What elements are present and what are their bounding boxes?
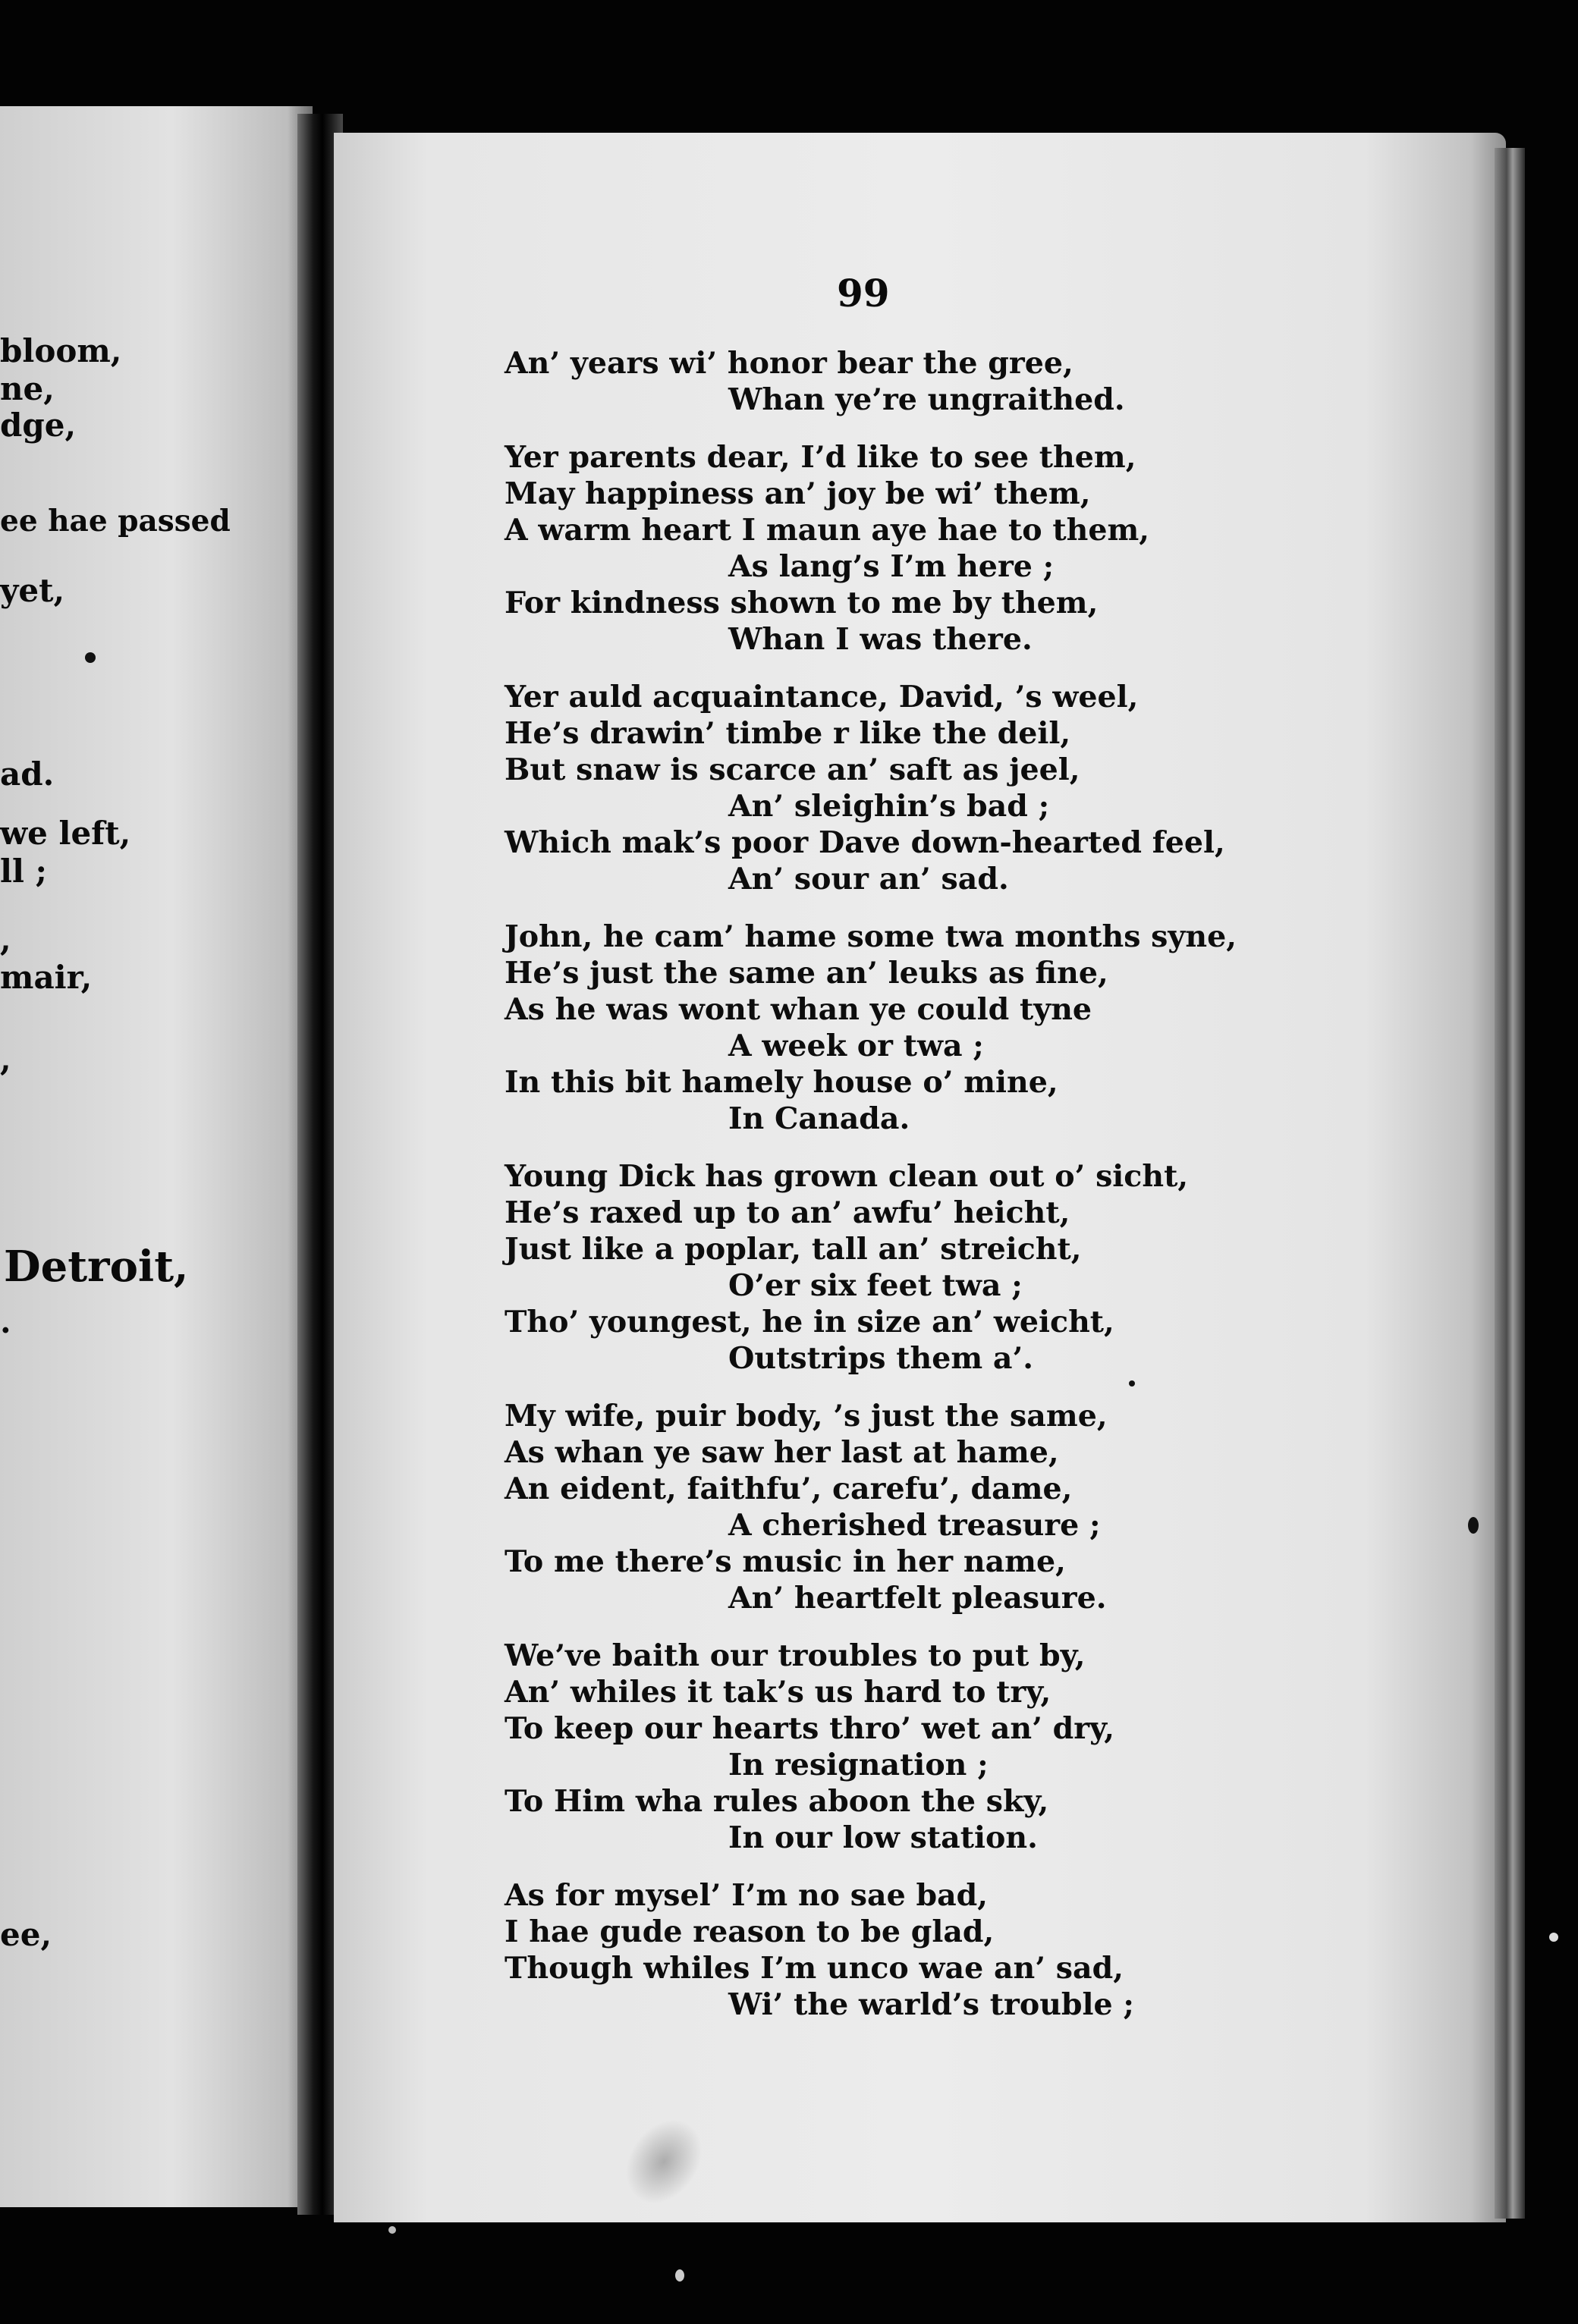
stanza — [505, 1158, 1309, 1377]
left-fragment: ll ; — [0, 853, 48, 890]
ink-speck — [388, 2226, 396, 2234]
poem-line: But snaw is scarce an’ saft as jeel, — [505, 752, 1080, 787]
poem-line: May happiness an’ joy be wi’ them, — [505, 476, 1091, 511]
poem-line: An eident, faithfu’, carefu’, dame, — [505, 1471, 1073, 1506]
poem-line: Tho’ youngest, he in size an’ weicht, — [505, 1305, 1114, 1339]
page-number: 99 — [837, 271, 890, 316]
stanza — [505, 679, 1309, 897]
poem-line: Though whiles I’m unco wae an’ sad, — [505, 1951, 1124, 1986]
poem-line: An’ whiles it tak’s us hard to try, — [505, 1675, 1051, 1710]
left-fragment: ee hae passed — [0, 504, 231, 539]
poem-line-refrain: An’ sleighin’s bad ; — [728, 789, 1050, 824]
left-fragment: dge, — [0, 407, 77, 444]
ink-speck — [1549, 1933, 1558, 1942]
poem-line: Yer auld acquaintance, David, ’s weel, — [505, 680, 1139, 714]
ink-speck — [675, 2269, 684, 2282]
poem-line: We’ve baith our troubles to put by, — [505, 1638, 1086, 1673]
poem-line-refrain: In Canada. — [728, 1101, 910, 1136]
left-fragment: ne, — [0, 370, 55, 407]
poem-line: I hae gude reason to be glad, — [505, 1914, 995, 1949]
poem-line: As he was wont whan ye could tyne — [505, 992, 1092, 1027]
poem-line-refrain: An’ sour an’ sad. — [728, 862, 1009, 897]
poem-line-refrain: In our low station. — [728, 1820, 1038, 1855]
poem-line-refrain: A week or twa ; — [728, 1029, 984, 1063]
left-fragment-heading: Detroit, — [4, 1242, 189, 1292]
stanza — [505, 919, 1309, 1137]
poem-line: To keep our hearts thro’ wet an’ dry, — [505, 1711, 1115, 1746]
left-fragment: mair, — [0, 959, 93, 996]
left-fragment: yet, — [0, 572, 65, 609]
left-fragment: we left, — [0, 815, 131, 852]
poem-line-refrain: A cherished treasure ; — [728, 1508, 1101, 1543]
left-facing-page — [0, 106, 313, 2207]
stanza — [505, 1398, 1309, 1616]
poem-line: A warm heart I maun aye hae to them, — [505, 513, 1150, 548]
poem-line: Yer parents dear, I’d like to see them, — [505, 440, 1136, 475]
ink-speck — [1468, 1517, 1479, 1534]
poem-line: For kindness shown to me by them, — [505, 586, 1099, 620]
poem-line: He’s drawin’ timbe r like the deil, — [505, 716, 1071, 751]
stanza — [505, 345, 1309, 418]
poem-line-refrain: Outstrips them a’. — [728, 1341, 1034, 1376]
poem-line-refrain: Whan ye’re ungraithed. — [728, 382, 1125, 417]
poem-line: As for mysel’ I’m no sae bad, — [505, 1878, 989, 1913]
poem-line: My wife, puir body, ’s just the same, — [505, 1399, 1108, 1434]
poem-line: As whan ye saw her last at hame, — [505, 1435, 1059, 1470]
stanza — [505, 1877, 1309, 2023]
left-fragment: , — [0, 1041, 11, 1078]
poem-line: Young Dick has grown clean out o’ sicht, — [505, 1159, 1189, 1194]
poem-line: Which mak’s poor Dave down-hearted feel, — [505, 825, 1225, 860]
poem-line-refrain: An’ heartfelt pleasure. — [728, 1581, 1107, 1616]
poem-text — [505, 345, 1309, 2044]
ink-speck — [85, 652, 96, 663]
left-fragment: ad. — [0, 755, 55, 793]
poem-line-refrain: Whan I was there. — [728, 622, 1033, 657]
left-fragment: ee, — [0, 1916, 52, 1953]
stanza — [505, 439, 1309, 658]
left-fragment: . — [0, 1303, 11, 1340]
poem-line: Just like a poplar, tall an’ streicht, — [505, 1232, 1082, 1267]
poem-line-refrain: O’er six feet twa ; — [728, 1268, 1023, 1303]
poem-line: To me there’s music in her name, — [505, 1544, 1066, 1579]
poem-line: He’s just the same an’ leuks as fine, — [505, 956, 1108, 991]
ink-speck — [1129, 1380, 1135, 1387]
poem-line: To Him wha rules aboon the sky, — [505, 1784, 1049, 1819]
poem-line: In this bit hamely house o’ mine, — [505, 1065, 1058, 1100]
poem-line: An’ years wi’ honor bear the gree, — [505, 346, 1073, 381]
poem-line-refrain: Wi’ the warld’s trouble ; — [728, 1987, 1135, 2022]
poem-line: He’s raxed up to an’ awfu’ heicht, — [505, 1195, 1070, 1230]
page-edge — [1495, 148, 1525, 2219]
poem-line-refrain: In resignation ; — [728, 1748, 989, 1782]
left-fragment: , — [0, 921, 11, 958]
left-fragment: bloom, — [0, 332, 122, 369]
poem-line: John, he cam’ hame some twa months syne, — [505, 919, 1237, 954]
poem-line-refrain: As lang’s I’m here ; — [728, 549, 1055, 584]
stanza — [505, 1638, 1309, 1856]
